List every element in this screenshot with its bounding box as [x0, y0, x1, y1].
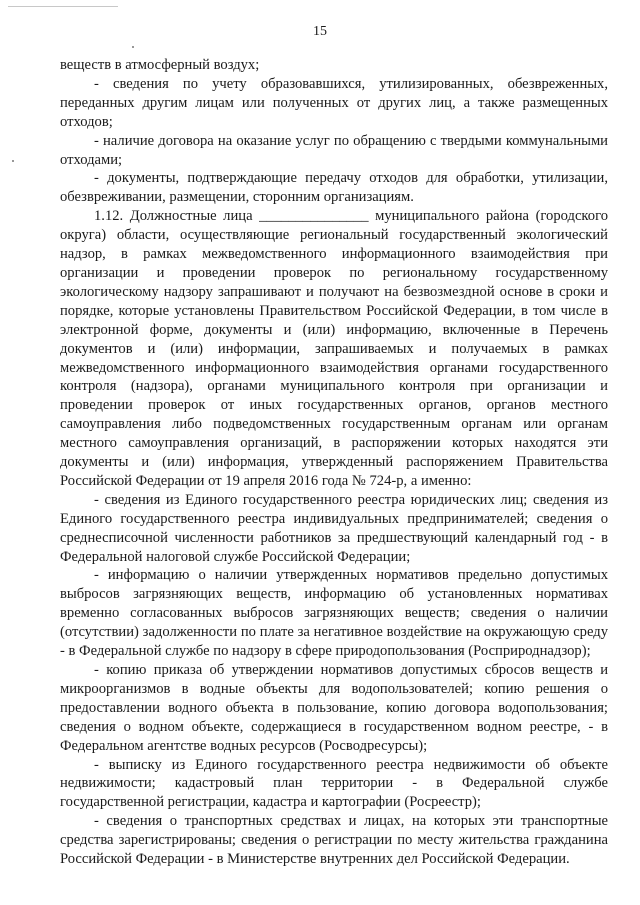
paragraph: веществ в атмосферный воздух;: [60, 57, 260, 73]
scan-speck: [12, 160, 14, 162]
paragraph: - документы, подтверждающие передачу отходов для обработки, утилизации, обезвреживании, размещении, сторонним организациям.: [60, 170, 608, 206]
page-number: 15: [313, 24, 327, 39]
paragraph: - сведения по учету образовавшихся, утилизированных, обезвреженных, переданных другим лицам или полученных от других лиц, а также размещенных отходов;: [60, 75, 608, 130]
scan-edge-mark: [8, 6, 118, 8]
paragraph-section-1-12: 1.12. Должностные лица _______________ муниципального района (городского округа) области, осуществляющие региональный государственный экологический надзор, в рамках межведомственного информационного взаимодействия при организации и проведении проверок по региональному государственному экологическому надзору запрашивают и получают на безвозмездной основе в сроки и порядке, которые установлены Правительством Российской Федерации, в том числе в электронной форме, документы и (или) информацию, включенные в Перечень документов и (или) информации, запрашиваемых и получаемых в рамках межведомственного информационного взаимодействия органами государственного контроля (надзора), органами муниципального контроля при организации и проведении проверок от иных государственных органов, органов местного самоуправления либо подведомственных государственным органам или органам местного самоуправления организаций, в распоряжении которых находятся эти документы и (или) информация, утвержденный распоряжением Правительства Российской Федерации от 19 апреля 2016 года № 724-р, а именно:: [60, 208, 608, 489]
document-body: [60, 56, 608, 869]
paragraph: - сведения из Единого государственного реестра юридических лиц; сведения из Единого государственного реестра индивидуальных предпринимателей; сведения о среднесписочной численности работников за предшествующий календарный год - в Федеральной налоговой службе Российской Федерации;: [60, 491, 608, 565]
scan-speck: [132, 46, 134, 48]
paragraph: - сведения о транспортных средствах и лицах, на которых эти транспортные средства зарегистрированы; сведения о регистрации по месту жительства гражданина Российской Федерации - в Министерстве внутренних дел Российской Федерации.: [60, 813, 608, 868]
paragraph: - выписку из Единого государственного реестра недвижимости об объекте недвижимости; кадастровый план территории - в Федеральной службе государственной регистрации, кадастра и картографии (Росреестр);: [60, 756, 608, 811]
paragraph: - информацию о наличии утвержденных нормативов предельно допустимых выбросов загрязняющих веществ, информацию об установленных нормативах временно согласованных выбросов загрязняющих веществ; сведения о наличии (отсутствии) задолженности по плате за негативное воздействие на окружающую среду - в Федеральной службе по надзору в сфере природопользования (Росприроднадзор);: [60, 567, 608, 660]
paragraph: - наличие договора на оказание услуг по обращению с твердыми коммунальными отходами;: [60, 132, 608, 168]
paragraph: - копию приказа об утверждении нормативов допустимых сбросов веществ и микроорганизмов в водные объекты для водопользователей; копию решения о предоставлении водного объекта в пользование, копию договора водопользования; сведения о водном объекте, содержащиеся в государственном водном реестре, - в Федеральном агентстве водных ресурсов (Росводресурсы);: [60, 662, 608, 754]
